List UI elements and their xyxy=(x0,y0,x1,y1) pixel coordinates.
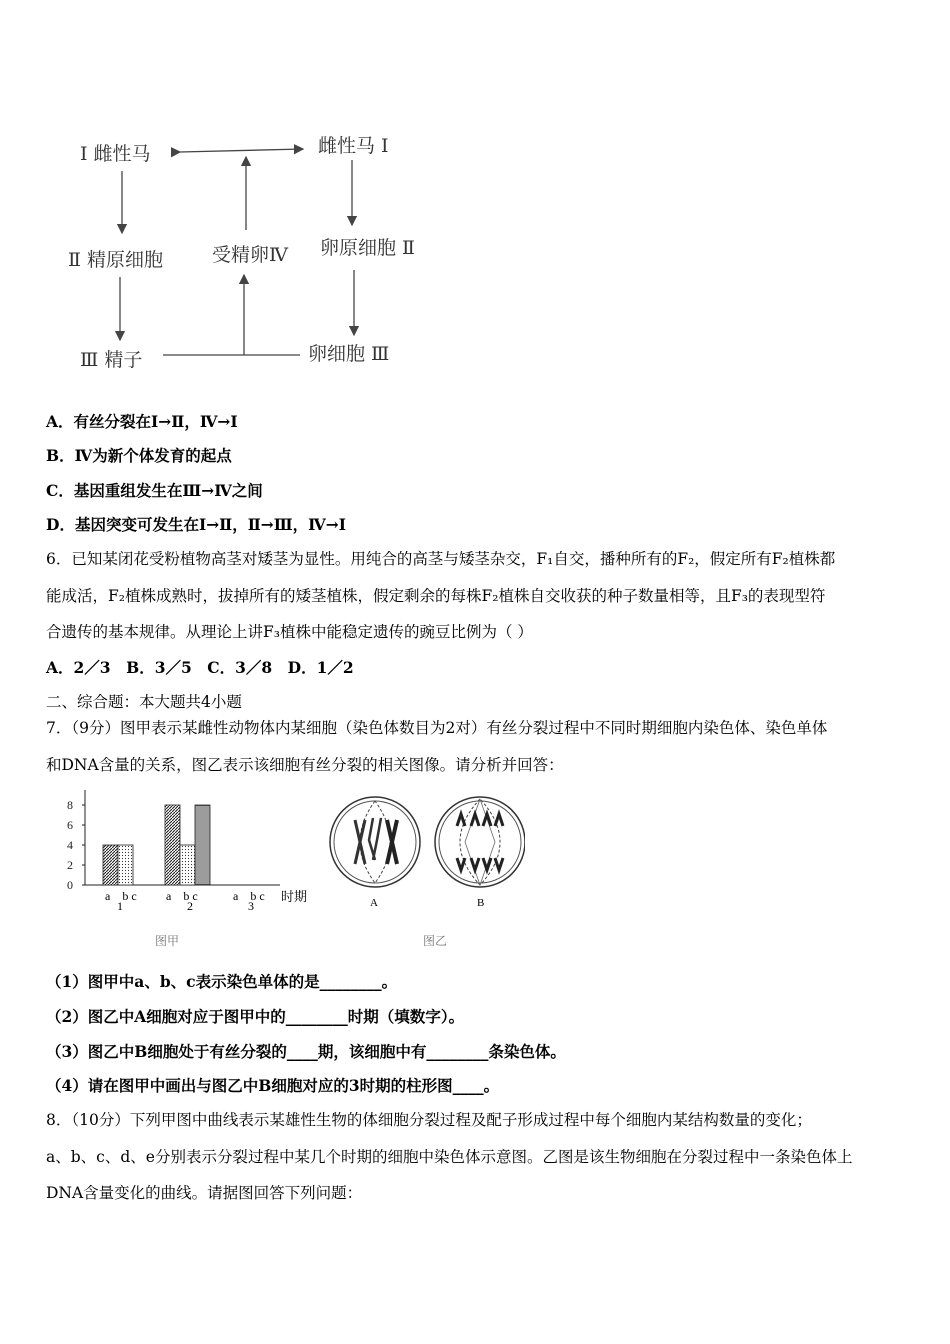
q7-line-2: 和DNA含量的关系，图乙表示该细胞有丝分裂的相关图像。请分析并回答： xyxy=(46,756,564,774)
period-label-1: 1 xyxy=(117,899,123,913)
node-zygote: 受精卵Ⅳ xyxy=(212,244,288,266)
y-tick-label: 6 xyxy=(67,818,73,832)
q5-option-d: D．基因突变可发生在Ⅰ→Ⅱ，Ⅱ→Ⅲ，Ⅳ→Ⅰ xyxy=(46,515,346,534)
figure-yi xyxy=(325,785,545,950)
node-sperm: Ⅲ 精子 xyxy=(80,349,143,371)
node-spermatogonium: Ⅱ 精原细胞 xyxy=(68,249,163,271)
y-tick-label: 4 xyxy=(67,838,73,852)
period-label-2: 2 xyxy=(187,899,193,913)
abc-label-1: a b c xyxy=(105,889,137,903)
period-label-3: 3 xyxy=(248,899,254,913)
figure-jia-caption: 图甲 xyxy=(155,934,180,948)
reproduction-diagram xyxy=(60,115,460,385)
q5-option-c: C．基因重组发生在Ⅲ→Ⅳ之间 xyxy=(46,481,263,500)
node-egg: 卵细胞 Ⅲ xyxy=(308,343,390,365)
q8-line-1: 8．（10分）下列甲图中曲线表示某雄性生物的体细胞分裂过程及配子形成过程中每个细胞内某结构数量的变化； xyxy=(46,1111,812,1129)
q6-options: A．2／3 B．3／5 C．3／8 D．1／2 xyxy=(46,658,354,677)
cell-b xyxy=(435,797,525,887)
q5-option-b: B．Ⅳ为新个体发育的起点 xyxy=(46,446,232,465)
q5-option-a: A．有丝分裂在Ⅰ→Ⅱ，Ⅳ→Ⅰ xyxy=(46,412,238,431)
y-tick-label: 8 xyxy=(67,798,73,812)
x-axis-label: 时期 xyxy=(281,890,308,905)
bar-a-period-2 xyxy=(165,805,180,885)
figure-jia xyxy=(55,785,325,950)
bar-a-period-1 xyxy=(103,845,118,885)
q7-sub-4: （4）请在图甲中画出与图乙中B细胞对应的3时期的柱形图____。 xyxy=(46,1076,500,1095)
section-title: 二、综合题：本大题共4小题 xyxy=(46,693,242,711)
bar-b-period-1 xyxy=(118,845,133,885)
q7-sub-1: （1）图甲中a、b、c表示染色单体的是________。 xyxy=(46,972,398,991)
abc-label-2: a b c xyxy=(166,889,198,903)
bar-c-period-2 xyxy=(195,805,210,885)
node-oogonium: 卵原细胞 Ⅱ xyxy=(320,237,415,259)
q7-sub-2: （2）图乙中A细胞对应于图甲中的________时期（填数字）。 xyxy=(46,1007,465,1026)
node-female-horse-right: 雌性马 Ⅰ xyxy=(318,135,389,157)
abc-label-3: a b c xyxy=(233,889,265,903)
cell-b-label: B xyxy=(477,897,485,909)
cell-a xyxy=(330,797,420,887)
y-tick-label: 0 xyxy=(67,878,73,892)
q7-sub-3: （3）图乙中B细胞处于有丝分裂的____期，该细胞中有________条染色体。 xyxy=(46,1042,566,1061)
figure-yi-caption: 图乙 xyxy=(423,934,448,948)
cell-a-label: A xyxy=(370,897,378,909)
q7-line-1: 7．（9分）图甲表示某雌性动物体内某细胞（染色体数目为2对）有丝分裂过程中不同时期细胞内染色体、染色单体 xyxy=(46,719,828,737)
bar-b-period-2 xyxy=(180,845,195,885)
q8-line-2: a、b、c、d、e分别表示分裂过程中某几个时期的细胞中染色体示意图。乙图是该生物细胞在分裂过程中一条染色体上 xyxy=(46,1148,853,1166)
node-female-horse-left: Ⅰ 雌性马 xyxy=(80,143,151,165)
q8-line-3: DNA含量变化的曲线。请据图回答下列问题： xyxy=(46,1184,363,1202)
q6-line-2: 能成活，F₂植株成熟时，拔掉所有的矮茎植株，假定剩余的每株F₂植株自交收获的种子数量相等，且F₃的表现型符 xyxy=(46,587,826,605)
q6-line-1: 6．已知某闭花受粉植物高茎对矮茎为显性。用纯合的高茎与矮茎杂交，F₁自交，播种所有的F₂，假定所有F₂植株都 xyxy=(46,550,836,568)
q6-line-3: 合遗传的基本规律。从理论上讲F₃植株中能稳定遗传的豌豆比例为（ ） xyxy=(46,623,533,641)
y-tick-label: 2 xyxy=(67,858,73,872)
